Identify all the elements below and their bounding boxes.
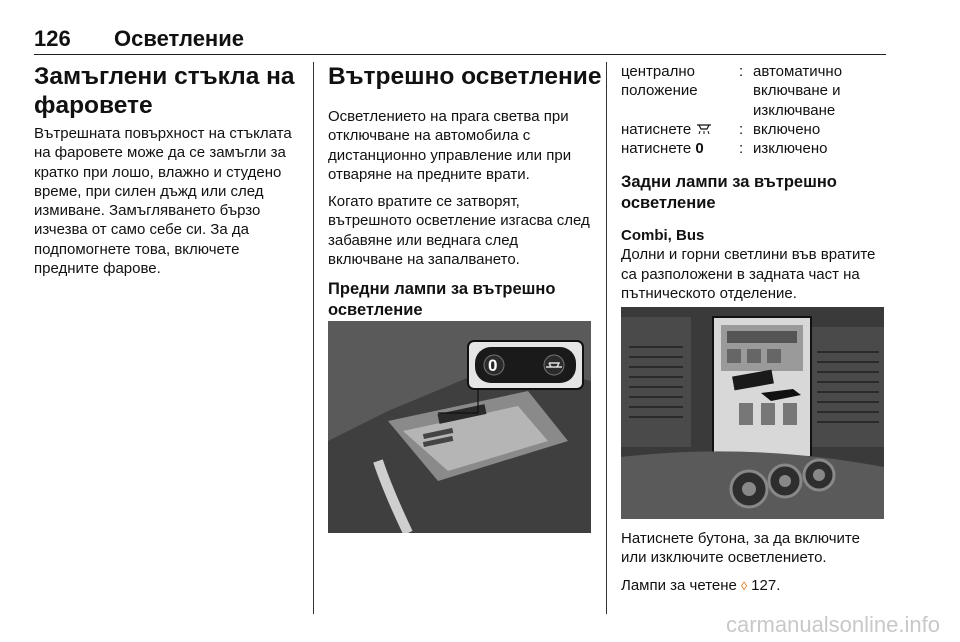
column-3 (621, 62, 889, 594)
definition-row: натиснете 0 : изключено (621, 139, 889, 158)
switch-position-label: 0 (488, 356, 498, 375)
definition-term: натиснете (621, 120, 692, 138)
front-lamp-illustration (328, 321, 591, 533)
cross-reference-arrow-icon: ◊ (741, 579, 747, 593)
section-heading-fogged-headlights: Замъглени стъкла на фаровете (34, 63, 295, 119)
definition-term: натиснете (621, 140, 692, 158)
definition-term: централно положение (621, 63, 698, 100)
page-header (34, 26, 886, 55)
paragraph-threshold-light: Осветлението на прага светва при отключване на автомобила с дистанционно управление или при отваряне на предните врати. (328, 108, 572, 183)
paragraph-reading-lamps: Лампи за четене ◊ 127. (621, 577, 781, 594)
rear-lamp-illustration (621, 307, 884, 519)
off-symbol: 0 (695, 140, 704, 158)
interior-lamp-icon (695, 121, 713, 135)
switch-positions-list (621, 62, 889, 158)
column-divider-1 (313, 62, 314, 614)
cross-reference-link[interactable]: 127. (751, 577, 781, 594)
subheading-front-lamps: Предни лампи за вътрешно осветление (328, 280, 556, 320)
paragraph-rear-lights: Долни и горни светлини във вратите са разположени в задната част на пътническото отделение. (621, 246, 876, 303)
column-2 (328, 62, 602, 375)
model-heading: Combi, Bus (621, 227, 705, 245)
definition-description: автоматично включване и изключване (753, 63, 843, 119)
subheading-rear-lamps: Задни лампи за вътрешно осветление (621, 173, 837, 213)
paragraph-press-button: Натиснете бутона, за да включите или изключите осветлението. (621, 530, 860, 567)
definition-row: натиснете : включено (621, 120, 889, 139)
paragraph-doors-close: Когато вратите се затворят, вътрешното осветление изгасва след забавяне или веднага след включване на запалването. (328, 193, 590, 269)
page-number: 126 (34, 26, 71, 51)
section-heading-interior-lighting: Вътрешно осветление (328, 63, 602, 90)
definition-description: изключено (753, 140, 828, 158)
definition-row: централно положение : автоматично включване и изключване (621, 62, 889, 120)
page-title: Осветление (114, 26, 244, 51)
column-divider-2 (606, 62, 607, 614)
column-1 (34, 62, 302, 278)
paragraph-fogging: Вътрешната повърхност на стъклата на фаровете може да се замъгли за кратко при лошо, влажно и студено време, при силен дъжд или след измиване. Замъгляването бързо изчезва от само себе си. За да подпомогнете това, включете предните фарове. (34, 125, 292, 278)
definition-description: включено (753, 120, 821, 138)
watermark: carmanualsonline.info (725, 612, 940, 637)
